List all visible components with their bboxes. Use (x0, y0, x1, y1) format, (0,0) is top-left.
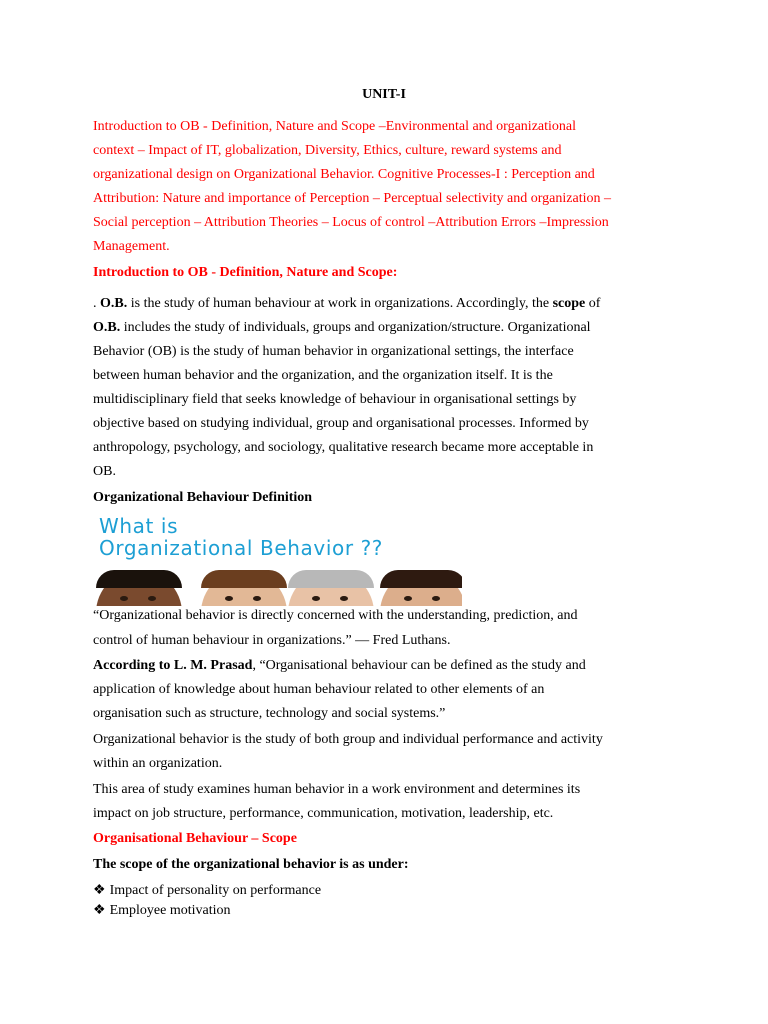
prasad-line-1 (93, 657, 586, 675)
intro-line-4: Attribution: Nature and importance of Perception – Perceptual selectivity and organization – (93, 191, 611, 206)
definition-heading: Organizational Behaviour Definition (93, 490, 313, 505)
intro-line-5: Social perception – Attribution Theories – Locus of control –Attribution Errors –Impression (93, 215, 609, 230)
face-1-image (96, 570, 182, 606)
prasad-attribution: According to L. M. Prasad (93, 658, 253, 673)
prasad-line-2: application of knowledge about human behaviour related to other elements of an (93, 682, 545, 697)
intro-line-2: context – Impact of IT, globalization, Diversity, Ethics, culture, reward systems and (93, 143, 562, 158)
para1-line-5: multidisciplinary field that seeks knowledge of behaviour in organisational settings by (93, 392, 577, 407)
scope-heading: Organisational Behaviour – Scope (93, 831, 297, 846)
page-title: UNIT-I (362, 87, 406, 102)
banner-line-2: Organizational Behavior ?? (99, 536, 384, 560)
para4-line-2: impact on job structure, performance, communication, motivation, leadership, etc. (93, 806, 554, 821)
para1-line-1 (93, 295, 600, 313)
para1-line-6: objective based on studying individual, group and organisational processes. Informed by (93, 416, 589, 431)
para4-line-1: This area of study examines human behavior in a work environment and determines its (93, 782, 581, 797)
para1-line-7: anthropology, psychology, and sociology, qualitative research became more acceptable in (93, 440, 594, 455)
intro-line-6: Management. (93, 239, 170, 254)
intro-line-1: Introduction to OB - Definition, Nature and Scope –Environmental and organizational (93, 119, 577, 134)
quote-line-1: “Organizational behavior is directly concerned with the understanding, prediction, and (93, 608, 578, 623)
list-item (93, 882, 321, 900)
para1-text: of (585, 296, 601, 311)
ob-term: O.B. (93, 320, 121, 335)
face-2-image (201, 570, 287, 606)
para1-line-3: Behavior (OB) is the study of human behavior in organizational settings, the interface (93, 344, 574, 359)
para1-line-8: OB. (93, 464, 116, 479)
face-3-image (288, 570, 374, 606)
para1-line-2 (93, 319, 591, 337)
banner-line-1: What is (99, 514, 179, 538)
scope-term: scope (552, 296, 586, 311)
scope-subheading: The scope of the organizational behavior is as under: (93, 857, 409, 872)
list-item (93, 902, 230, 920)
prasad-text: , “Organisational behaviour can be defined as the study and (252, 658, 586, 673)
para1-line-4: between human behavior and the organization, and the organization itself. It is the (93, 368, 553, 383)
face-4-image (380, 570, 462, 606)
quote-line-2: control of human behaviour in organizations.” — Fred Luthans. (93, 633, 451, 648)
list-item-label: Impact of personality on performance (109, 883, 322, 898)
para3-line-2: within an organization. (93, 756, 223, 771)
ob-term: O.B. (100, 296, 128, 311)
section-heading-intro: Introduction to OB - Definition, Nature and Scope: (93, 265, 398, 280)
list-item-label: Employee motivation (109, 903, 231, 918)
para1-text: is the study of human behaviour at work in organizations. Accordingly, the (127, 296, 553, 311)
what-is-ob-banner-image (96, 512, 462, 606)
diamond-bullet-icon: ❖ (93, 883, 106, 898)
para3-line-1: Organizational behavior is the study of both group and individual performance and activity (93, 732, 603, 747)
diamond-bullet-icon: ❖ (93, 903, 106, 918)
prasad-line-3: organisation such as structure, technology and social systems.” (93, 706, 446, 721)
para1-text: includes the study of individuals, groups and organization/structure. Organizational (120, 320, 591, 335)
intro-line-3: organizational design on Organizational Behavior. Cognitive Processes-I : Perception and (93, 167, 595, 182)
para1-text: . (93, 296, 100, 311)
